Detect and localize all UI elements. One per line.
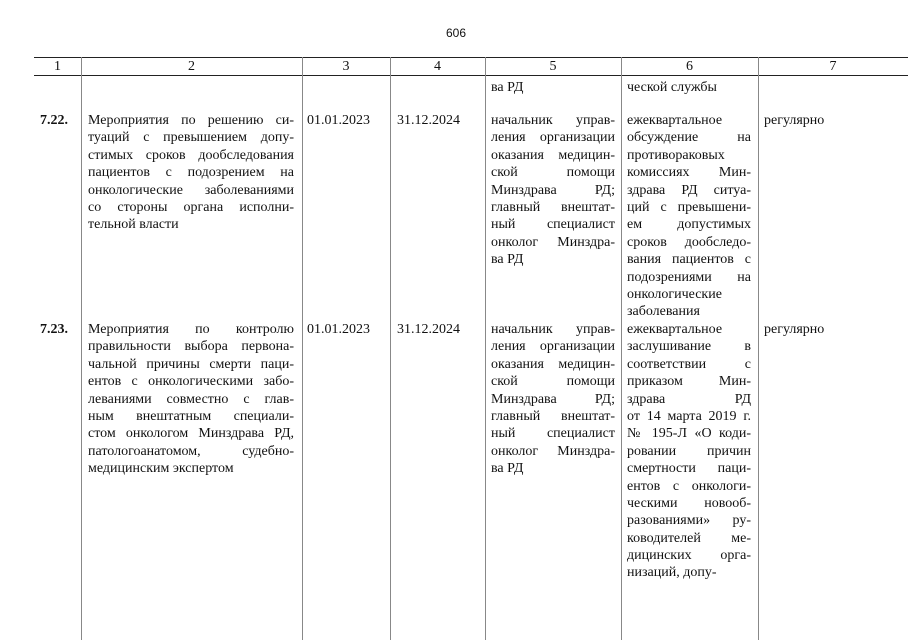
text-line: комиссиях Мин- [627, 165, 751, 181]
col-divider [81, 57, 82, 640]
row-result [627, 321, 751, 582]
text-line: ления организации [491, 130, 615, 146]
text-line: стимых сроков дообследования [88, 147, 294, 163]
row-responsible [491, 112, 615, 269]
text-line: правильности выбора первона- [88, 339, 294, 355]
col-divider [758, 57, 759, 640]
text-line: ва РД [491, 252, 524, 268]
text-line: ской помощи [491, 374, 615, 390]
frequency: регулярно [764, 322, 825, 337]
text-line: Мероприятия по контролю [88, 322, 294, 337]
text-line: ва РД [491, 461, 524, 477]
text-line: ем допустимых [627, 217, 751, 233]
text-line: начальник управ- [491, 322, 615, 337]
text-line: ентов с онкологическими забо- [88, 374, 294, 390]
text-line: тельной власти [88, 217, 179, 233]
text-line: главный внештат- [491, 408, 615, 424]
text-line: противораковых [627, 147, 725, 163]
text-line: пациентов с подозрением на [88, 165, 294, 181]
end-date: 31.12.2024 [397, 113, 460, 128]
text-line: стом онкологом Минздрава РД, [88, 426, 294, 442]
column-header: 4 [434, 59, 441, 74]
text-line: онкологические заболеваниями [88, 182, 294, 198]
column-header: 2 [188, 59, 195, 74]
column-header: 7 [829, 59, 837, 74]
text-line: сроков дообследо- [627, 234, 751, 250]
text-line: ческими новооб- [627, 495, 751, 511]
text-line: ления организации [491, 339, 615, 355]
text-line: ской помощи [491, 165, 615, 181]
column-header: 5 [549, 59, 557, 74]
text-line: низаций, допу- [627, 565, 717, 581]
text-line: подозрениями на [627, 269, 751, 285]
text-line: Минздрава РД; [491, 391, 615, 407]
text-line: ный специалист [491, 426, 615, 442]
start-date: 01.01.2023 [307, 322, 370, 337]
column-header: 3 [342, 59, 350, 74]
text-line: вания пациентов с [627, 252, 751, 268]
row-description [88, 321, 294, 478]
text-line: ций с превышени- [627, 199, 751, 215]
start-date: 01.01.2023 [307, 113, 370, 128]
text-line: онколог Минздра- [491, 443, 615, 459]
text-line: разованиями» ру- [627, 513, 751, 529]
text-line: ный специалист [491, 217, 615, 233]
col-divider [621, 57, 622, 640]
text-line: здрава РД ситуа- [627, 182, 751, 198]
col-divider [302, 57, 303, 640]
col-divider [390, 57, 391, 640]
continuation-result: ческой службы [627, 80, 717, 95]
column-header: 6 [686, 59, 693, 74]
text-line: ководителей ме- [627, 530, 751, 546]
text-line: ентов с онкологи- [627, 478, 751, 494]
row-number: 7.22. [40, 113, 68, 128]
row-description [88, 112, 294, 234]
text-line: со стороны органа исполни- [88, 199, 294, 215]
text-line: заболевания [627, 304, 700, 320]
text-line: № 195-Л «О коди- [627, 426, 751, 442]
continuation-responsible: ва РД [491, 80, 524, 95]
text-line: оказания медицин- [491, 356, 615, 372]
text-line: леваниями совместно с глав- [88, 391, 294, 407]
text-line: заслушивание в [627, 339, 751, 355]
text-line: смертности паци- [627, 461, 751, 477]
row-number: 7.23. [40, 322, 68, 337]
col-divider [485, 57, 486, 640]
frequency: регулярно [764, 113, 825, 128]
text-line: ным внештатным специали- [88, 408, 294, 424]
text-line: чальной причины смерти паци- [88, 356, 294, 372]
end-date: 31.12.2024 [397, 322, 460, 337]
text-line: соответствии с [627, 356, 751, 372]
text-line: начальник управ- [491, 113, 615, 128]
text-line: главный внештат- [491, 199, 615, 215]
column-header: 1 [54, 59, 61, 74]
text-line: туаций с превышением допу- [88, 130, 294, 146]
header-bottom-rule [34, 75, 908, 76]
row-result [627, 112, 751, 321]
text-line: Мероприятия по решению си- [88, 113, 294, 128]
text-line: приказом Мин- [627, 374, 751, 390]
text-line: Минздрава РД; [491, 182, 615, 198]
text-line: ровании причин [627, 443, 751, 459]
text-line: медицинским экспертом [88, 461, 234, 477]
text-line: от 14 марта 2019 г. [627, 408, 751, 424]
text-line: ежеквартальное [627, 113, 723, 128]
text-line: онколог Минздра- [491, 234, 615, 250]
text-line: оказания медицин- [491, 147, 615, 163]
text-line: обсуждение на [627, 130, 751, 146]
text-line: онкологические [627, 286, 722, 302]
text-line: здрава РД [627, 391, 751, 407]
text-line: патологоанатомом, судебно- [88, 443, 294, 459]
text-line: дицинских орга- [627, 548, 751, 564]
header-top-rule [34, 57, 908, 58]
text-line: ежеквартальное [627, 322, 723, 337]
row-responsible [491, 321, 615, 478]
page-number: 606 [445, 26, 467, 40]
